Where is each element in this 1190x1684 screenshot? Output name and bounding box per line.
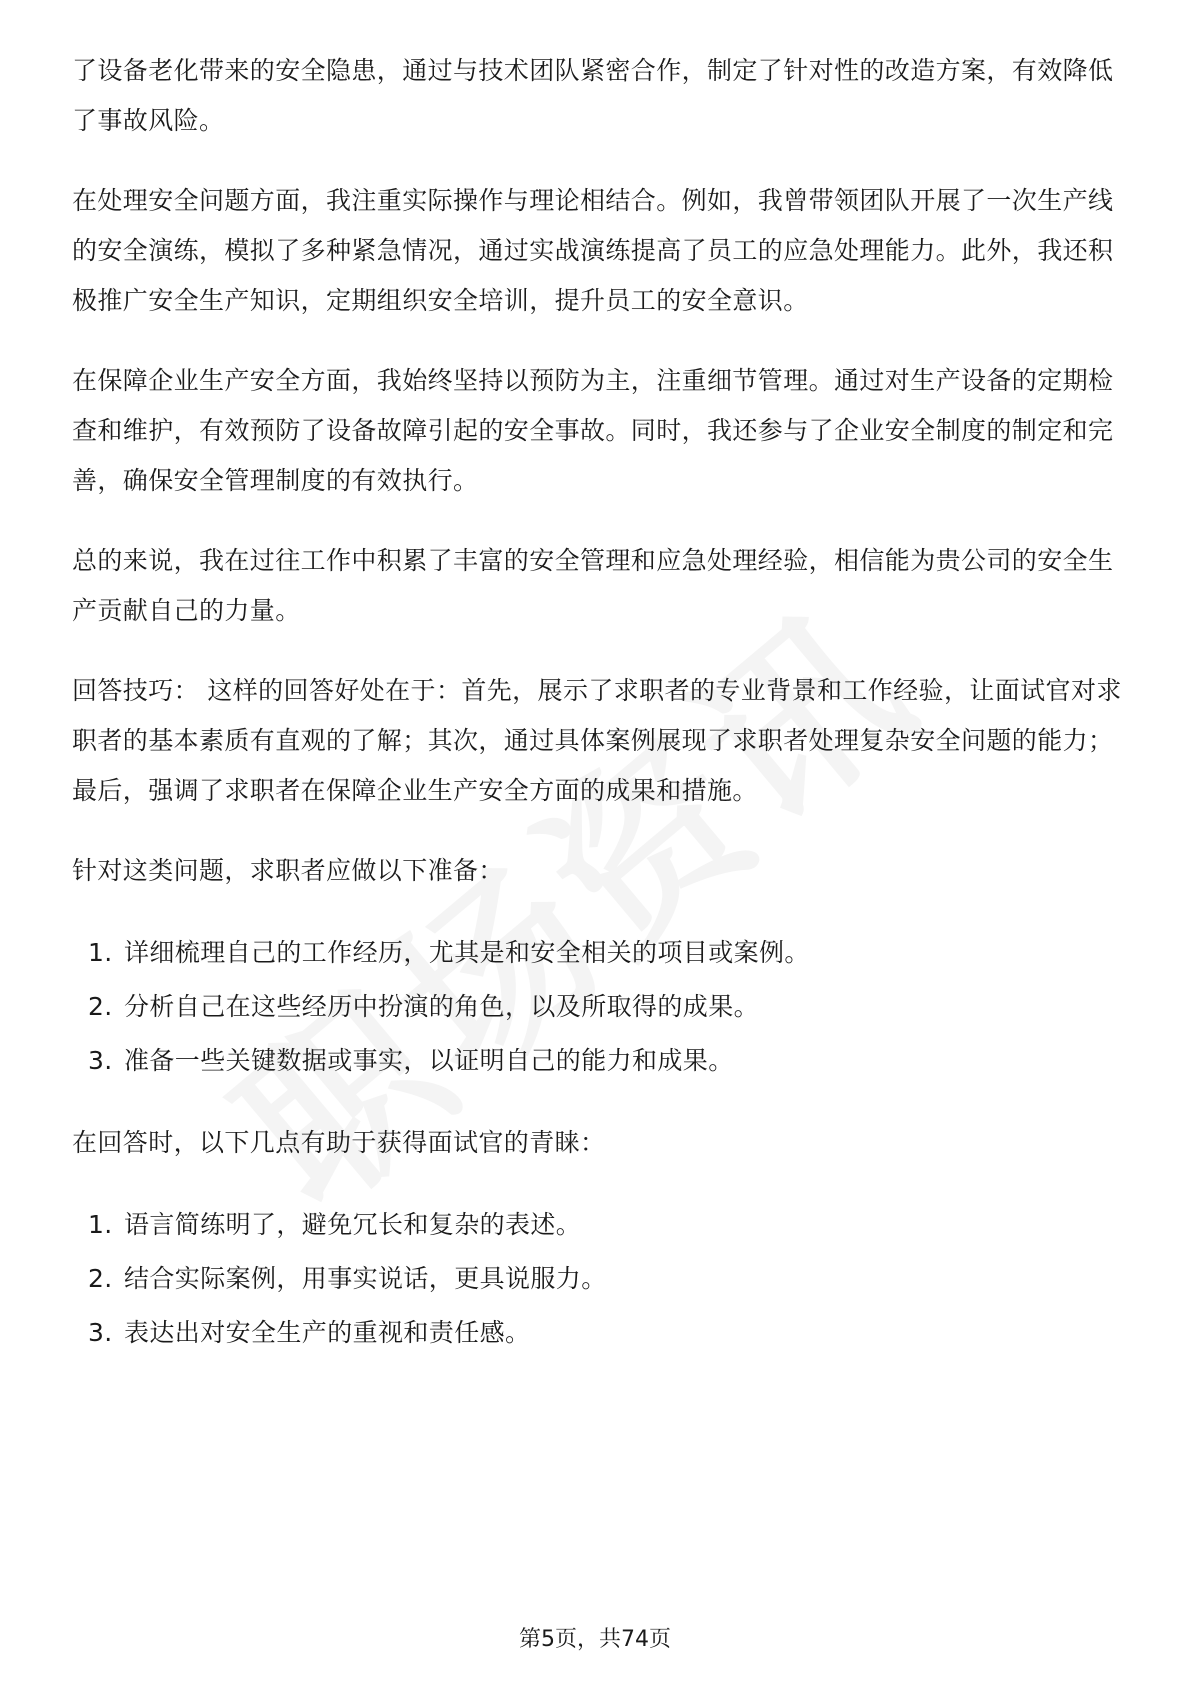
prep-list: [72, 926, 1122, 1088]
list-number: 1.: [88, 1210, 113, 1239]
list-number: 3.: [88, 1318, 113, 1347]
list-item: [72, 926, 1122, 980]
paragraph-handling-safety: 在处理安全问题方面，我注重实际操作与理论相结合。例如，我曾带领团队开展了一次生产线的安全演练，模拟了多种紧急情况，通过实战演练提高了员工的应急处理能力。此外，我还积极推广安全生产知识，定期组织安全培训，提升员工的安全意识。: [72, 186, 1114, 315]
list-text: 分析自己在这些经历中扮演的角色，以及所取得的成果。: [124, 992, 760, 1021]
document-body: [72, 46, 1122, 1390]
list-text: 详细梳理自己的工作经历，尤其是和安全相关的项目或案例。: [124, 938, 810, 967]
list-item: [72, 1306, 1122, 1360]
answer-list: [72, 1198, 1122, 1360]
list-text: 准备一些关键数据或事实，以证明自己的能力和成果。: [124, 1046, 734, 1075]
page-footer: 第5页，共74页: [519, 1627, 671, 1652]
list-number: 2.: [88, 992, 113, 1021]
paragraph-equipment-aging: 了设备老化带来的安全隐患，通过与技术团队紧密合作，制定了针对性的改造方案，有效降低了事故风险。: [72, 56, 1114, 135]
paragraph-summary: 总的来说，我在过往工作中积累了丰富的安全管理和应急处理经验，相信能为贵公司的安全生产贡献自己的力量。: [72, 546, 1114, 625]
list-number: 1.: [88, 938, 113, 967]
list-text: 表达出对安全生产的重视和责任感。: [124, 1318, 531, 1347]
list-number: 3.: [88, 1046, 113, 1075]
list-text: 结合实际案例，用事实说话，更具说服力。: [124, 1264, 607, 1293]
list-item: [72, 980, 1122, 1034]
list-item: [72, 1034, 1122, 1088]
paragraph-answer-intro: 在回答时，以下几点有助于获得面试官的青睐：: [72, 1128, 606, 1157]
paragraph-ensuring-safety: 在保障企业生产安全方面，我始终坚持以预防为主，注重细节管理。通过对生产设备的定期检查和维护，有效预防了设备故障引起的安全事故。同时，我还参与了企业安全制度的制定和完善，确保安全管理制度的有效执行。: [72, 366, 1114, 495]
list-item: [72, 1252, 1122, 1306]
list-text: 语言简练明了，避免冗长和复杂的表述。: [124, 1210, 582, 1239]
paragraph-answer-tips: 回答技巧： 这样的回答好处在于：首先，展示了求职者的专业背景和工作经验，让面试官对求职者的基本素质有直观的了解；其次，通过具体案例展现了求职者处理复杂安全问题的能力；最后，强调了求职者在保障企业生产安全方面的成果和措施。: [72, 676, 1122, 805]
list-number: 2.: [88, 1264, 113, 1293]
paragraph-prep-intro: 针对这类问题，求职者应做以下准备：: [72, 856, 504, 885]
list-item: [72, 1198, 1122, 1252]
